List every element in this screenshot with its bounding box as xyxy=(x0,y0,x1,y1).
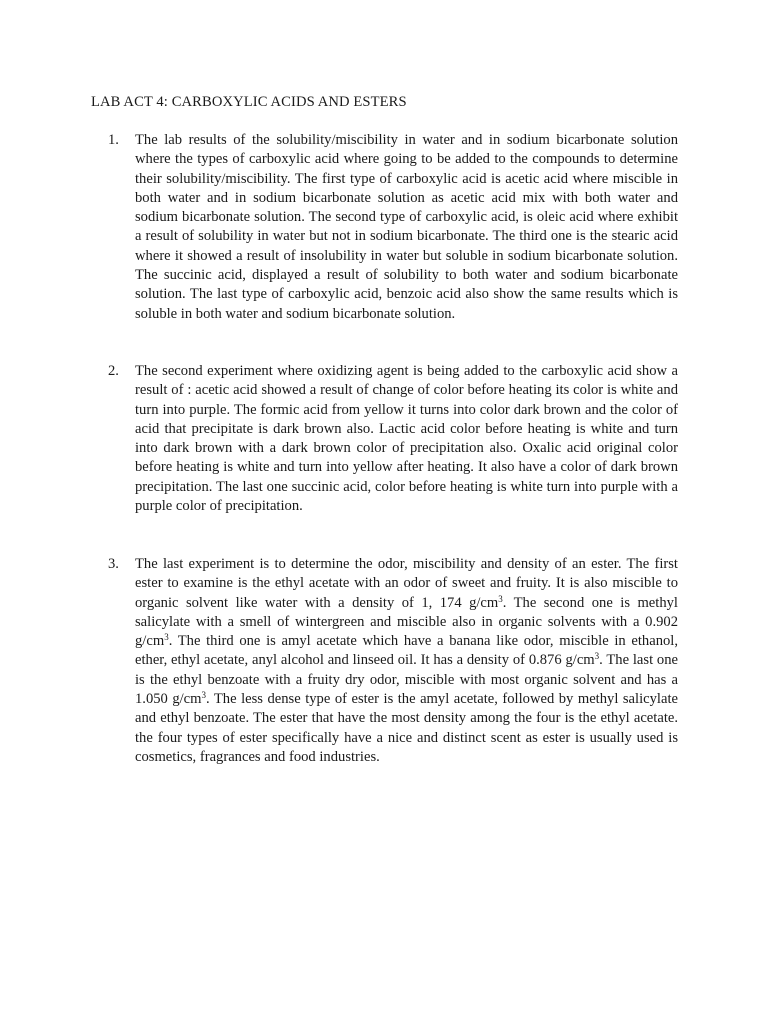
list-number: 1. xyxy=(108,132,119,148)
superscript: 3 xyxy=(498,593,503,604)
list-number: 2. xyxy=(108,363,119,379)
list-item-text: The lab results of the solubility/miscibility in water and in sodium bicarbonate solution where the types of carboxylic acid where going to be added to the compounds to determine their solubility/miscibility. The first type of carboxylic acid is acetic acid where miscible in both water and in sodium bicarbonate solution as acetic acid mix with both water and sodium bicarbonate solution. The second type of carboxylic acid, is oleic acid where exhibit a result of solubility in water but not in sodium bicarbonate. The third one is the stearic acid where it showed a result of insolubility in water but soluble in sodium bicarbonate solution. The succinic acid, displayed a result of solubility to both water and sodium bicarbonate solution. The last type of carboxylic acid, benzoic acid also show the same results which is soluble in both water and sodium bicarbonate solution. xyxy=(135,132,678,322)
list-item-3 xyxy=(108,555,678,767)
text-segment: . The less dense type of ester is the amyl acetate, followed by methyl salicylate and ethyl benzoate. The ester that have the most density among the four is the ethyl acetate. the four types of ester specifically have a nice and distinct scent as ester is usually used is cosmetics, fragrances and food industries. xyxy=(135,691,678,765)
list-item-text: The second experiment where oxidizing agent is being added to the carboxylic acid show a result of : acetic acid showed a result of change of color before heating its color is white and turn into purple. The formic acid from yellow it turns into color dark brown and the color of acid that precipitate is dark brown also. Lactic acid color before heating is white and turn into dark brown with a dark brown color of precipitation also. Oxalic acid original color before heating is white and turn into yellow after heating. It also have a color of dark brown precipitation. The last one succinic acid, color before heating is white turn into purple with a purple color of precipitation. xyxy=(135,363,678,515)
text-segment: . The last one is the ethyl benzoate with a fruity dry odor, miscible with most organic solvent and has a 1.050 g/cm xyxy=(135,652,679,708)
text-segment: . The third one is amyl acetate which have a banana like odor, miscible in ethanol, ether, ethyl acetate, anyl alcohol and linseed oil. It has a density of 0.876 g/cm xyxy=(135,633,678,669)
list-item-1 xyxy=(108,131,678,324)
list-item-2 xyxy=(108,362,678,516)
text-segment: . The second one is methyl salicylate with a smell of wintergreen and miscible also in organic solvents with a 0.902 g/cm xyxy=(135,594,678,650)
superscript: 3 xyxy=(201,690,207,701)
document-title: LAB ACT 4: CARBOXYLIC ACIDS AND ESTERS xyxy=(91,94,407,110)
text-segment: The last experiment is to determine the odor, miscibility and density of an ester. The first ester to examine is the ethyl acetate with an odor of sweet and fruity. It is also miscible to organic solvent like water with a density of 1, 174 g/cm xyxy=(135,556,678,611)
superscript: 3 xyxy=(594,651,600,662)
superscript: 3 xyxy=(164,632,169,643)
list-item-text xyxy=(135,555,678,767)
list-number: 3. xyxy=(108,556,119,572)
